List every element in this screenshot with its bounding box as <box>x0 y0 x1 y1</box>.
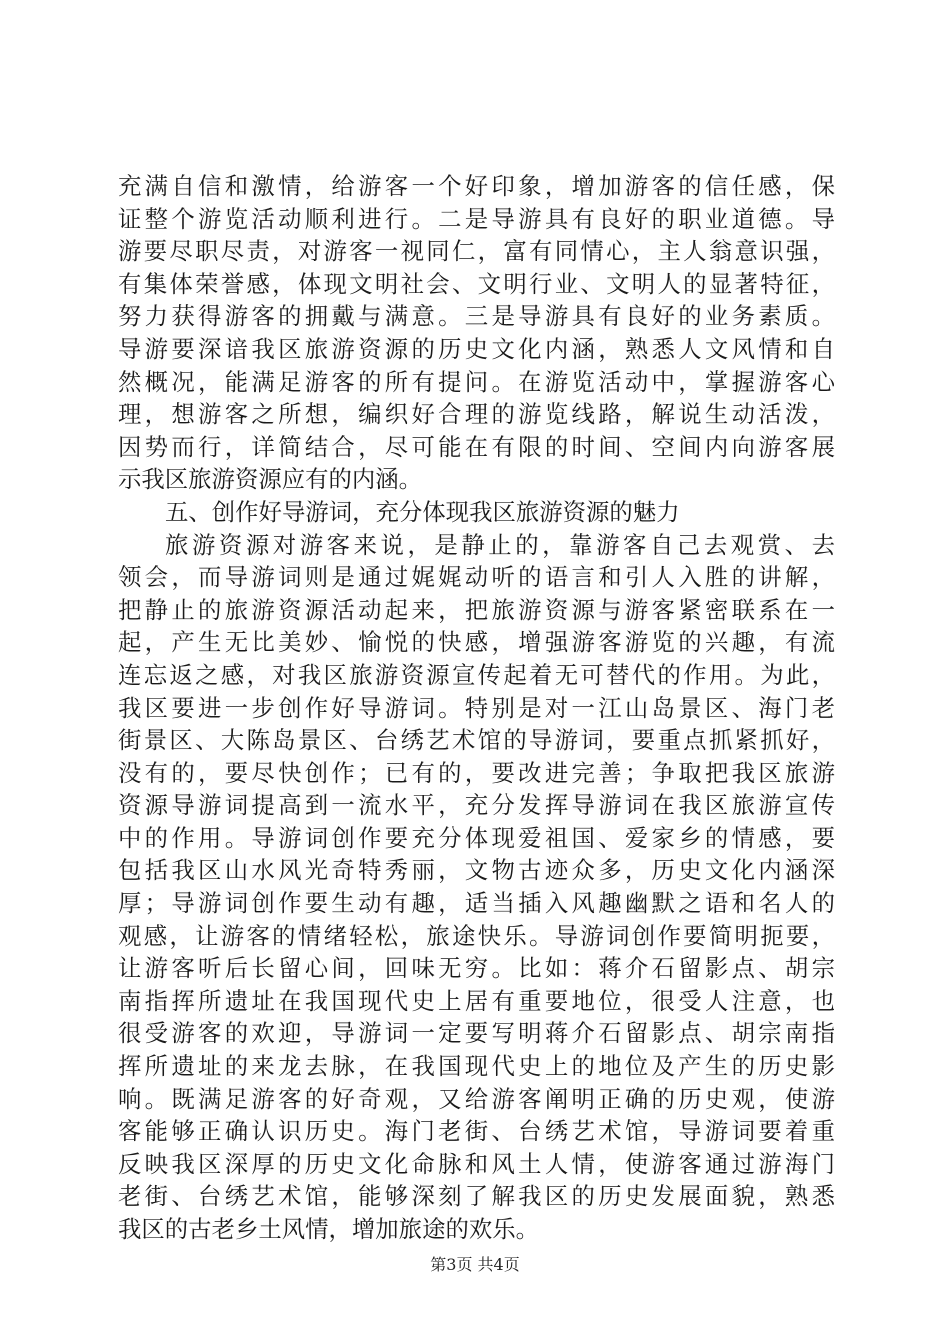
text-line: 反映我区深厚的历史文化命脉和风土人情，使游客通过游海门 <box>118 1149 835 1178</box>
text-line: 然概况，能满足游客的所有提问。在游览活动中，掌握游客心 <box>118 367 835 396</box>
text-line: 连忘返之感，对我区旅游资源宣传起着无可替代的作用。为此， <box>118 660 835 689</box>
section-heading: 五、创作好导游词，充分体现我区旅游资源的魅力 <box>165 497 680 526</box>
text-line: 响。既满足游客的好奇观，又给游客阐明正确的历史观，使游 <box>118 1084 835 1113</box>
text-line: 客能够正确认识历史。海门老街、台绣艺术馆，导游词要着重 <box>118 1117 835 1146</box>
text-line: 领会，而导游词则是通过娓娓动听的语言和引人入胜的讲解， <box>118 563 835 592</box>
text-line: 挥所遗址的来龙去脉，在我国现代史上的地位及产生的历史影 <box>118 1052 835 1081</box>
text-line: 因势而行，详简结合，尽可能在有限的时间、空间内向游客展 <box>118 432 835 461</box>
text-line: 充满自信和激情，给游客一个好印象，增加游客的信任感，保 <box>118 172 835 200</box>
text-line: 观感，让游客的情绪轻松，旅途快乐。导游词创作要简明扼要， <box>118 921 835 950</box>
page-footer: 第3页 共4页 <box>430 1255 520 1274</box>
text-line: 老街、台绣艺术馆，能够深刻了解我区的历史发展面貌，熟悉 <box>118 1182 835 1211</box>
text-line: 厚；导游词创作要生动有趣，适当插入风趣幽默之语和名人的 <box>118 889 835 918</box>
text-line: 很受游客的欢迎，导游词一定要写明蒋介石留影点、胡宗南指 <box>118 1019 835 1048</box>
text-line: 证整个游览活动顺利进行。二是导游具有良好的职业道德。导 <box>118 204 835 233</box>
text-line: 努力获得游客的拥戴与满意。三是导游具有良好的业务素质。 <box>118 302 835 331</box>
text-line: 我区的古老乡土风情，增加旅途的欢乐。 <box>118 1215 540 1243</box>
text-line: 中的作用。导游词创作要充分体现爱祖国、爱家乡的情感，要 <box>118 823 835 852</box>
text-line: 有集体荣誉感，体现文明社会、文明行业、文明人的显著特征， <box>118 269 835 298</box>
text-line: 我区要进一步创作好导游词。特别是对一江山岛景区、海门老 <box>118 693 835 722</box>
text-line: 街景区、大陈岛景区、台绣艺术馆的导游词，要重点抓紧抓好， <box>118 726 835 755</box>
text-line: 游要尽职尽责，对游客一视同仁，富有同情心，主人翁意识强， <box>118 237 835 266</box>
text-line: 没有的，要尽快创作；已有的，要改进完善；争取把我区旅游 <box>118 758 835 787</box>
text-line: 资源导游词提高到一流水平，充分发挥导游词在我区旅游宣传 <box>118 791 835 820</box>
text-line: 旅游资源对游客来说，是静止的，靠游客自己去观赏、去 <box>165 530 835 559</box>
text-line: 包括我区山水风光奇特秀丽，文物古迹众多，历史文化内涵深 <box>118 856 835 885</box>
text-line: 导游要深谙我区旅游资源的历史文化内涵，熟悉人文风情和自 <box>118 334 835 363</box>
text-line: 南指挥所遗址在我国现代史上居有重要地位，很受人注意，也 <box>118 986 835 1015</box>
text-line: 示我区旅游资源应有的内涵。 <box>118 465 423 494</box>
text-line: 理，想游客之所想，编织好合理的游览线路，解说生动活泼， <box>118 400 835 429</box>
text-line: 起，产生无比美妙、愉悦的快感，增强游客游览的兴趣，有流 <box>118 628 835 657</box>
document-body <box>118 170 835 1246</box>
text-line: 让游客听后长留心间，回味无穷。比如：蒋介石留影点、胡宗 <box>118 954 835 983</box>
text-line: 把静止的旅游资源活动起来，把旅游资源与游客紧密联系在一 <box>118 595 835 624</box>
